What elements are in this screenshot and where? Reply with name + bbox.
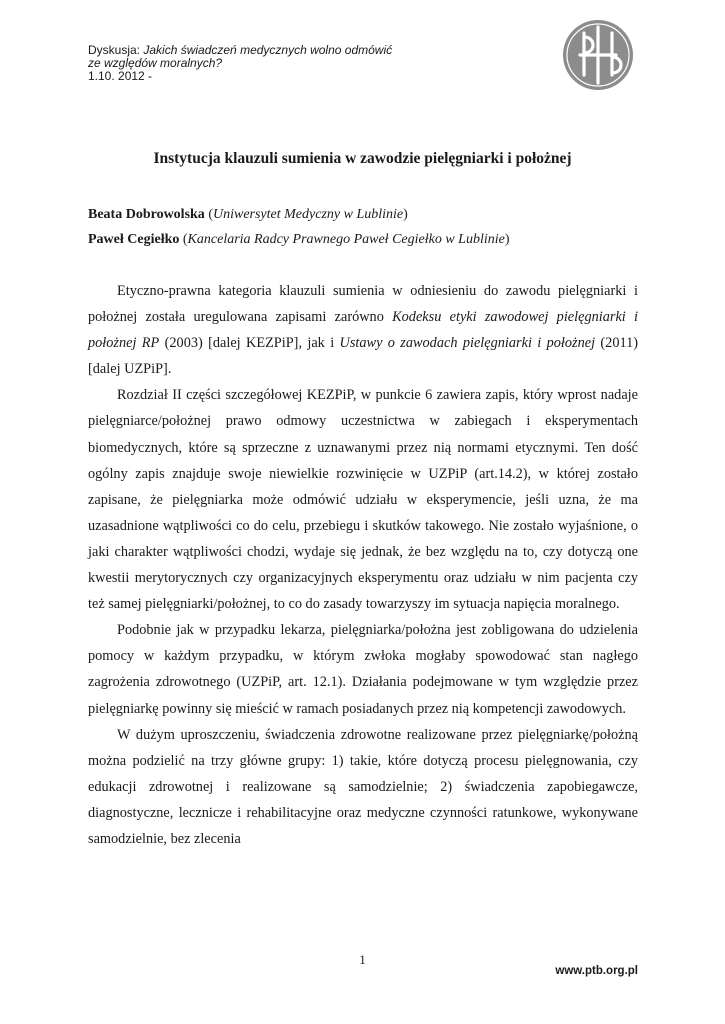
paragraph-1-citation-kodeks: Kodeksu etyki zawodowej pielęgniarki i położnej RP — [88, 309, 638, 352]
paragraph-3: Podobnie jak w przypadku lekarza, pielęgniarka/położna jest zobligowana do udzielenia pomocy w każdym przypadku, w którym zwłoka mogłaby spowodować stan nagłego zagrożenia zdrowotnego (UZPiP, art. 12.1). Działania podejmowane w tym względzie przez pielęgniarkę powinny się mieścić w ramach posiadanych przez nią kompetencji zawodowych. — [88, 622, 638, 717]
paragraph-1-text: (2003) [dalej KEZPiP], jak i — [159, 335, 340, 352]
author-affiliation: Kancelaria Radcy Prawnego Paweł Cegiełko w Lublinie — [187, 232, 505, 247]
paragraph-1-text: Etyczno-prawna kategoria klauzuli sumienia w odniesieniu do zawodu pielęgniarki i położnej została uregulowana zapisami zarówno — [88, 283, 638, 326]
paragraph-1-citation-ustawa: Ustawy o zawodach pielęgniarki i położnej — [339, 335, 596, 352]
author-name: Beata Dobrowolska — [88, 207, 205, 222]
website-link[interactable]: www.ptb.org.pl — [555, 965, 638, 977]
header-date: 1.10. 2012 - — [88, 69, 153, 83]
paper-title: Instytucja klauzuli sumienia w zawodzie pielęgniarki i położnej — [153, 150, 572, 167]
ptb-logo-icon — [562, 19, 634, 91]
paragraph-2: Rozdział II części szczegółowej KEZPiP, w punkcie 6 zawiera zapis, który wprost nadaje pielęgniarce/położnej prawo odmowy uczestnictwa w zabiegach i eksperymentach biomedycznych, które są sprzeczne z uznawanymi przez nią normami etycznymi. Ten dość ogólny zapis znajduje swoje niewielkie rozwinięcie w UZPiP (art.14.2), w której zostało zapisane, że pielęgniarka może odmówić udziału w eksperymencie, jeśli uzna, że ma uzasadnione wątpliwości co do celu, przebiegu i skutków takowego. Nie zostało wyjaśnione, o jaki charakter wątpliwości chodzi, wydaje się jednak, że bez względu na to, czy dotyczą one kwestii merytorycznych czy organizacyjnych eksperymentu oraz udziału w nim pacjenta czy też samej pielęgniarki/położnej, to co do zasady towarzyszy im sytuacja napięcia moralnego. — [88, 387, 638, 613]
header-topic-line2: ze względów moralnych? — [88, 56, 223, 70]
page-number: 1 — [359, 952, 366, 967]
author-list — [88, 202, 510, 252]
paragraph-1-text: (2011) [dalej UZPiP]. — [88, 335, 638, 378]
header-prefix: Dyskusja: — [88, 43, 144, 57]
paragraph-1 — [88, 278, 638, 382]
author-entry: Beata Dobrowolska (Uniwersytet Medyczny w Lublinie) — [88, 207, 408, 222]
author-entry: Paweł Cegiełko (Kancelaria Radcy Prawnego Paweł Cegiełko w Lublinie) — [88, 232, 510, 247]
author-name: Paweł Cegiełko — [88, 232, 180, 247]
paper-body — [88, 278, 638, 852]
paragraph-4: W dużym uproszczeniu, świadczenia zdrowotne realizowane przez pielęgniarkę/położną można podzielić na trzy główne grupy: 1) takie, które dotyczą procesu pielęgnowania, czy edukacji zdrowotnej i realizowane są samodzielnie; 2) świadczenia zapobiegawcze, diagnostyczne, lecznicze i rehabilitacyjne oraz medyczne czynności ratunkowe, wykonywane samodzielnie, bez zlecenia — [88, 726, 638, 847]
author-affiliation: Uniwersytet Medyczny w Lublinie — [212, 207, 404, 222]
header-topic-line1: Jakich świadczeń medycznych wolno odmówić — [143, 43, 393, 57]
document-header — [88, 44, 392, 83]
